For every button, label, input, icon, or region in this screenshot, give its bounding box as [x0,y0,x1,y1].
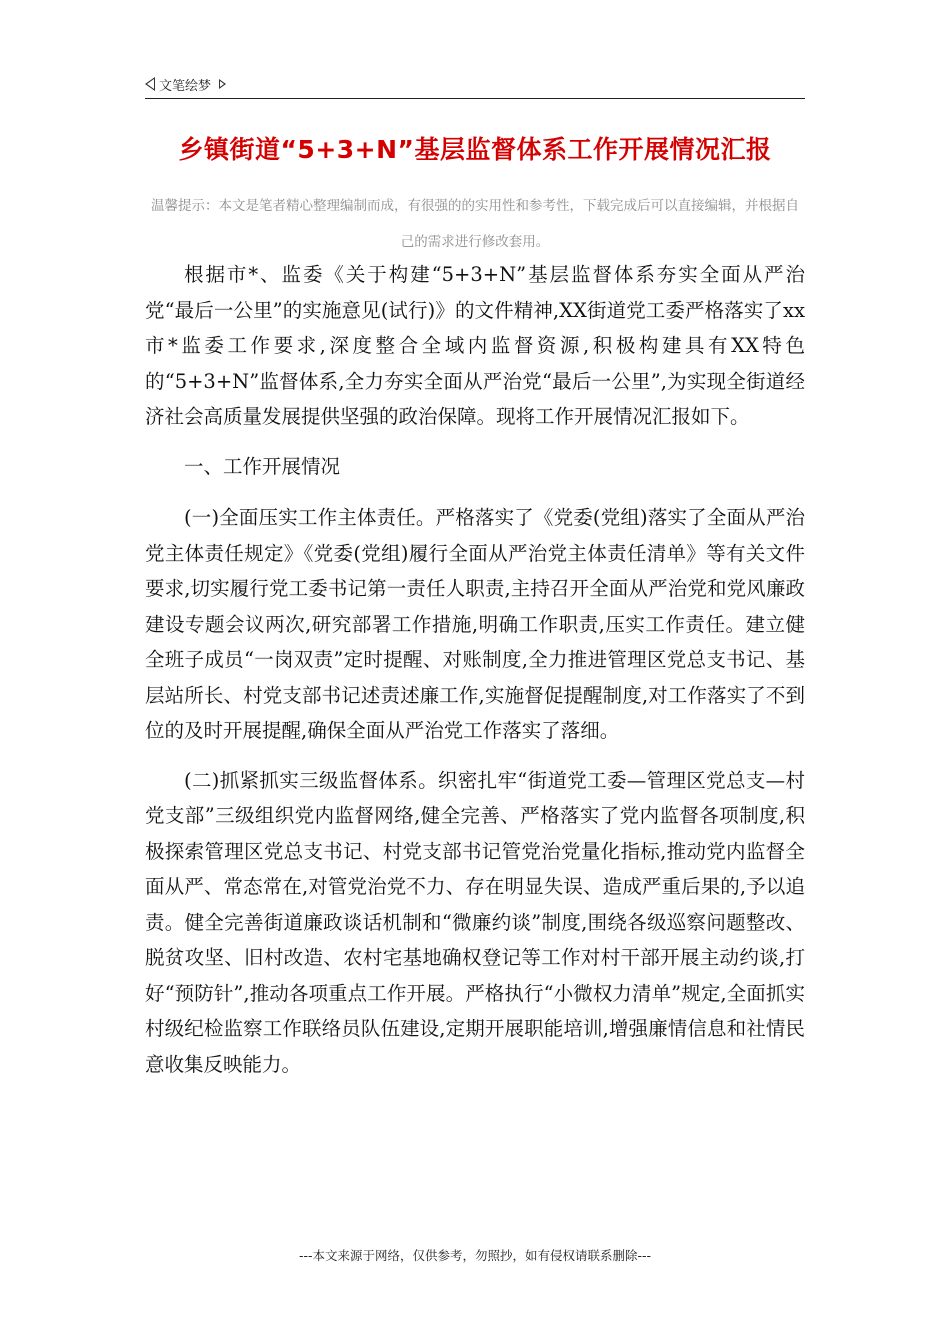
footer-notice: ---本文来源于网络，仅供参考，勿照抄，如有侵权请联系删除--- [298,1248,652,1263]
right-triangle-icon [219,79,226,89]
document-body [145,257,805,1096]
section-heading: 一、工作开展情况 [184,454,341,478]
body-paragraph: (二)抓紧抓实三级监督体系。织密扎牢“街道党工委—管理区党总支—村党支部”三级组织党内监督网络,健全完善、严格落实了党内监督各项制度,积极探索管理区党总支书记、村党支部书记管党治党量化指标,推动党内监督全面从严、常态常在,对管党治党不力、存在明显失误、造成严重后果的,予以追责。健全完善街道廉政谈话机制和“微廉约谈”制度,围绕各级巡察问题整改、脱贫攻坚、旧村改造、农村宅基地确权登记等工作对村干部开展主动约谈,打好“预防针”,推动各项重点工作开展。严格执行“小微权力清单”规定,全面抓实村级纪检监察工作联络员队伍建设,定期开展职能培训,增强廉情信息和社情民意收集反映能力。 [145,768,805,1076]
document-title: 乡镇街道“5+3+N”基层监督体系工作开展情况汇报 [178,135,772,164]
page-header [145,70,805,99]
tip-text: 温馨提示：本文是笔者精心整理编制而成，有很强的的实用性和参考性，下载完成后可以直接编辑，并根据自己的需求进行修改套用。 [151,198,799,250]
body-paragraph: (一)全面压实工作主体责任。严格落实了《党委(党组)落实了全面从严治党主体责任规定》《党委(党组)履行全面从严治党主体责任清单》等有关文件要求,切实履行党工委书记第一责任人职责,主持召开全面从严治党和党风廉政建设专题会议两次,研究部署工作措施,明确工作职责,压实工作责任。建立健全班子成员“一岗双责”定时提醒、对账制度,全力推进管理区党总支书记、基层站所长、村党支部书记述责述廉工作,实施督促提醒制度,对工作落实了不到位的及时开展提醒,确保全面从严治党工作落实了落细。 [145,506,805,742]
left-triangle-icon [145,77,155,91]
brand-name: 文笔绘梦 [159,78,212,94]
intro-paragraph: 根据市*、监委《关于构建“5+3+N”基层监督体系夯实全面从严治党“最后一公里”的实施意见(试行)》的文件精神,XX街道党工委严格落实了xx市*监委工作要求,深度整合全域内监督资源,积极构建具有XX特色的“5+3+N”监督体系,全力夯实全面从严治党“最后一公里”,为实现全街道经济社会高质量发展提供坚强的政治保障。现将工作开展情况汇报如下。 [145,263,805,428]
